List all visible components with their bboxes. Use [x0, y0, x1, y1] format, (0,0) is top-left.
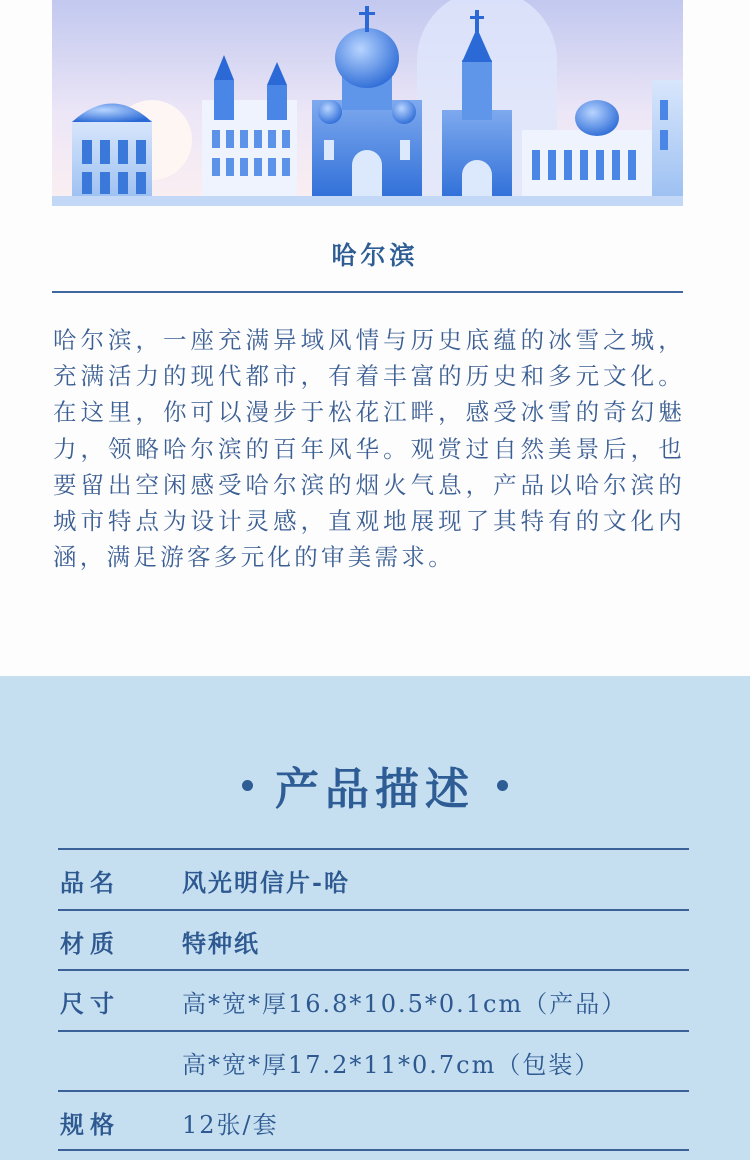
spec-value: 风光明信片-哈 — [182, 868, 350, 897]
spec-value: 高*宽*厚17.2*11*0.7cm（包装） — [182, 1050, 601, 1079]
bullet-dot-icon — [242, 780, 253, 791]
spec-value: 12张/套 — [182, 1111, 279, 1139]
spec-label: 品名 — [60, 868, 120, 897]
city-intro-text: 哈尔滨，一座充满异域风情与历史底蕴的冰雪之城，充满活力的现代都市，有着丰富的历史和多元文化。在这里，你可以漫步于松花江畔，感受冰雪的奇幻魅力，领略哈尔滨的百年风华。观赏过自然美景后，也要留出空闲感受哈尔滨的烟火气息，产品以哈尔滨的城市特点为设计灵感，直观地展现了其特有的文化内涵，满足游客多元化的审美需求。 — [53, 326, 685, 572]
spec-row-material — [58, 909, 689, 970]
spec-value: 特种纸 — [182, 928, 260, 958]
spec-label: 规格 — [60, 1110, 120, 1139]
title-divider — [52, 291, 683, 293]
city-title: 哈尔滨 — [331, 241, 419, 270]
spec-value: 高*宽*厚16.8*10.5*0.1cm（产品） — [182, 990, 628, 1018]
spec-label: 尺寸 — [60, 989, 120, 1018]
spec-row-name — [58, 848, 689, 909]
spec-row-size-product — [58, 969, 689, 1030]
spec-table — [58, 848, 689, 1151]
section-title — [0, 760, 750, 815]
spec-row-size-package — [58, 1030, 689, 1091]
harbin-skyline-illustration — [52, 0, 683, 206]
spec-label: 材质 — [60, 928, 120, 958]
bullet-dot-icon — [497, 780, 508, 791]
spec-row-quantity — [58, 1090, 689, 1151]
section-title-text: 产品描述 — [275, 764, 475, 815]
